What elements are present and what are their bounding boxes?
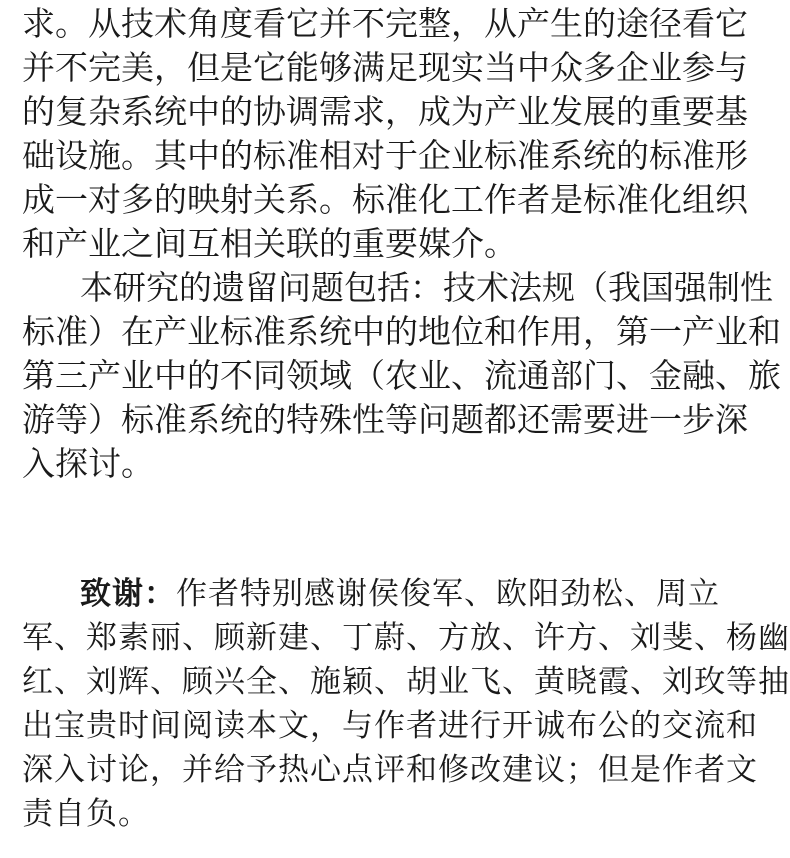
acknowledgment-line-3: 红、刘辉、顾兴全、施颖、胡业飞、黄晓霞、刘玫等抽 xyxy=(22,664,790,700)
paragraph-2-line-1: 本研究的遗留问题包括：技术法规（我国强制性 xyxy=(80,268,773,307)
paragraph-2-line-3: 第三产业中的不同领域（农业、流通部门、金融、旅 xyxy=(22,356,781,395)
acknowledgment-line-1 xyxy=(80,572,720,616)
paragraph-1-line-2: 并不完美，但是它能够满足现实当中众多企业参与 xyxy=(22,48,748,87)
paragraph-1-line-5: 成一对多的映射关系。标准化工作者是标准化组织 xyxy=(22,180,748,219)
paragraph-1-line-1: 求。从技术角度看它并不完整，从产生的途径看它 xyxy=(22,4,748,43)
paragraph-2-line-5: 入探讨。 xyxy=(22,444,154,483)
acknowledgment-line-4: 出宝贵时间阅读本文，与作者进行开诚布公的交流和 xyxy=(22,708,758,744)
paragraph-1-line-3: 的复杂系统中的协调需求，成为产业发展的重要基 xyxy=(22,92,748,131)
acknowledgment-text-1: 作者特别感谢侯俊军、欧阳劲松、周立 xyxy=(176,576,720,612)
acknowledgment-line-2: 军、郑素丽、顾新建、丁蔚、方放、许方、刘斐、杨幽 xyxy=(22,620,790,656)
acknowledgment-line-6: 责自负。 xyxy=(22,796,150,832)
paragraph-1-line-6: 和产业之间互相关联的重要媒介。 xyxy=(22,224,517,263)
paragraph-1-line-4: 础设施。其中的标准相对于企业标准系统的标准形 xyxy=(22,136,748,175)
acknowledgment-line-5: 深入讨论，并给予热心点评和修改建议；但是作者文 xyxy=(22,752,758,788)
paragraph-2-line-4: 游等）标准系统的特殊性等问题都还需要进一步深 xyxy=(22,400,748,439)
paragraph-2-line-2: 标准）在产业标准系统中的地位和作用，第一产业和 xyxy=(22,312,781,351)
acknowledgment-label: 致谢： xyxy=(80,576,176,612)
